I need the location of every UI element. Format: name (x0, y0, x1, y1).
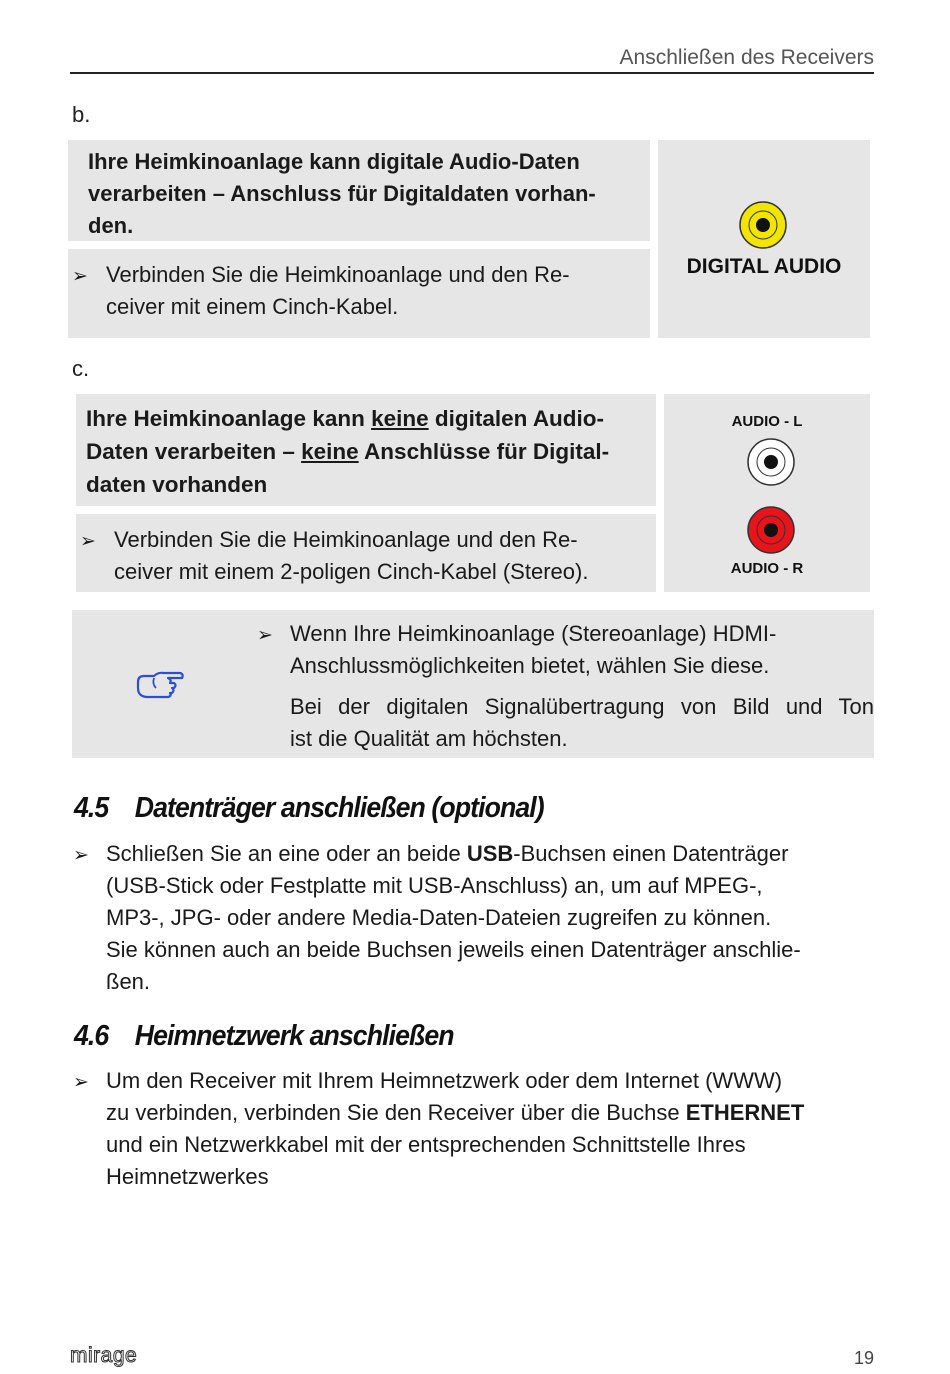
section-c-title-line: daten vorhanden (86, 472, 268, 497)
page-number: 19 (853, 1348, 874, 1368)
section-4-6-body (73, 1065, 876, 1193)
audio-right-jack-icon (746, 505, 796, 555)
section-c-instruction (76, 514, 656, 592)
section-b-title-line: Ihre Heimkinoanlage kann digitale Audio-Daten (88, 149, 580, 174)
note-text-line: ist die Qualität am höchsten. (290, 726, 568, 751)
section-c-bullet-line: Verbinden Sie die Heimkinoanlage und den Re- (114, 527, 578, 552)
audio-left-jack-icon (746, 437, 796, 487)
section-b-instruction (68, 249, 650, 338)
section-b-label: b. (72, 102, 91, 127)
section-b-bullet-line: ceiver mit einem Cinch-Kabel. (106, 294, 399, 319)
pointing-hand-icon (134, 668, 186, 700)
section-c-label: c. (72, 356, 90, 381)
arrow-bullet-icon: ➢ (73, 845, 89, 866)
section-b-title-box (68, 140, 650, 241)
section-c-title-line: Daten verarbeiten – keine Anschlüsse für Digital- (86, 439, 610, 464)
section-c-title-box (76, 394, 656, 506)
section-c-bullet-line: ceiver mit einem 2-poligen Cinch-Kabel (Stereo). (114, 559, 589, 584)
mirage-logo (70, 1345, 156, 1367)
running-header: Anschließen des Receivers (619, 46, 874, 69)
arrow-bullet-icon: ➢ (73, 1072, 89, 1093)
section-number: 4.6 (74, 1020, 109, 1052)
section-b-title-line: verarbeiten – Anschluss für Digitaldaten vorhan- (88, 181, 596, 206)
arrow-bullet-icon: ➢ (257, 625, 273, 646)
body-line: MP3-, JPG- oder andere Media-Daten-Dateien zugreifen zu können. (106, 905, 772, 930)
digital-audio-jack-icon (738, 200, 788, 250)
digital-audio-label: DIGITAL AUDIO (686, 255, 842, 278)
body-line: Sie können auch an beide Buchsen jeweils einen Datenträger anschlie- (106, 937, 801, 962)
header-rule (70, 72, 874, 74)
analog-audio-connector-panel (664, 394, 870, 592)
body-line: (USB-Stick oder Festplatte mit USB-Anschluss) an, um auf MPEG-, (106, 873, 763, 898)
section-title: Datenträger anschließen (optional) (134, 792, 544, 824)
note-text-line: Bei der digitalen Signalübertragung von Bild und Ton (290, 694, 874, 719)
section-b-bullet-line: Verbinden Sie die Heimkinoanlage und den Re- (106, 262, 570, 287)
note-bullet-line: Anschlussmöglichkeiten bietet, wählen Sie diese. (290, 653, 770, 678)
section-c-title-line: Ihre Heimkinoanlage kann keine digitalen Audio- (86, 406, 605, 431)
body-line: ßen. (106, 969, 151, 994)
section-4-5-heading (74, 792, 544, 825)
note-bullet-line: Wenn Ihre Heimkinoanlage (Stereoanlage) HDMI- (290, 621, 777, 646)
digital-audio-connector-panel (658, 140, 870, 338)
emphasis-keine: keine (301, 439, 359, 464)
body-line: Um den Receiver mit Ihrem Heimnetzwerk oder dem Internet (WWW) (106, 1068, 783, 1093)
audio-right-label: AUDIO - R (730, 560, 804, 577)
arrow-bullet-icon: ➢ (72, 266, 88, 287)
section-number: 4.5 (74, 792, 109, 824)
section-title: Heimnetzwerk anschließen (134, 1020, 454, 1052)
section-4-6-heading (74, 1020, 454, 1053)
usb-term: USB (466, 841, 514, 866)
note-bullet (257, 618, 874, 682)
logo-text: mirage (70, 1345, 138, 1367)
body-line: Heimnetzwerkes (106, 1164, 269, 1189)
body-line: zu verbinden, verbinden Sie den Receiver über die Buchse ETHERNET (106, 1100, 805, 1125)
note-paragraph (290, 691, 874, 755)
body-line: Schließen Sie an eine oder an beide USB-Buchsen einen Datenträger (106, 841, 789, 866)
arrow-bullet-icon: ➢ (80, 531, 96, 552)
body-line: und ein Netzwerkkabel mit der entsprechenden Schnittstelle Ihres (106, 1132, 746, 1157)
audio-left-label: AUDIO - L (731, 413, 803, 430)
emphasis-keine: keine (371, 406, 429, 431)
ethernet-term: ETHERNET (685, 1100, 805, 1125)
section-b-title-line: den. (88, 213, 134, 238)
note-box (72, 610, 874, 758)
section-4-5-body (73, 838, 876, 998)
